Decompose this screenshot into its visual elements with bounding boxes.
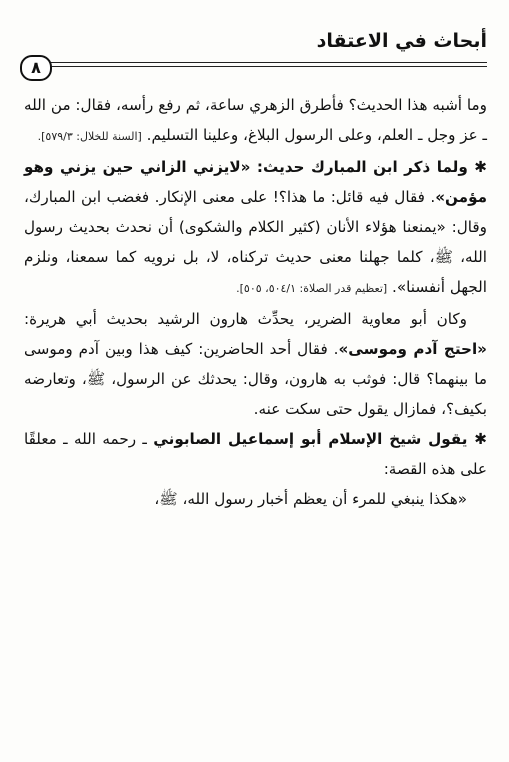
text-run: ولما ذكر ابن المبارك حديث: «لايزني الزاني حين يزني وهو مؤمن» [24,158,487,206]
paragraph [24,152,487,304]
paragraph [24,90,487,152]
text-run: يقول شيخ الإسلام أبو إسماعيل الصابوني [153,430,468,448]
text-run: وما أشبه هذا الحديث؟ فأطرق الزهري ساعة، ثم رفع رأسه، فقال: من الله ـ عز وجل ـ العلم، وعلى الرسول البلاغ، وعلينا التسليم. [24,96,487,144]
citation: [السنة للخلال: ٥٧٩/٣]. [37,130,142,143]
star-marker: ✱ [467,430,488,448]
text-run: . فقال فيه قائل: ما هذا؟! على معنى الإنكار. فغضب ابن المبارك، وقال: «يمنعنا هؤلاء الأنان (كثير الكلام والشكوى) أن نحدث بحديث رسول الله، ﷺ، كلما جهلنا معنى حديث تركناه، لا، بل نرويه كما سمعنا، ونلزم الجهل أنفسنا». [24,188,487,296]
running-header-title: أبحاث في الاعتقاد [316,30,487,52]
paragraph [24,304,487,424]
paragraph [24,424,487,484]
text-run: وكان أبو معاوية الضرير، يحدِّث هارون الرشيد بحديث أبي هريرة: [24,310,467,328]
text-run: «هكذا ينبغي للمرء أن يعظم أخبار رسول الله، ﷺ، [154,490,467,508]
page-number-badge: ٨ [20,55,52,81]
header-rule [48,62,487,67]
text-run: . فقال أحد الحاضرين: كيف هذا وبين آدم وموسى ما بينهما؟ قال: فوثب به هارون، وقال: يحدثك عن الرسول، ﷺ، وتعارضه بكيف؟، فمازال يقول حتى سكت عنه. [24,340,487,418]
star-marker: ✱ [467,158,487,176]
page-body-text [24,90,487,514]
text-run: ـ رحمه الله ـ معلقًا على هذه القصة: [24,430,487,478]
paragraph [24,484,487,514]
text-run: «احتج آدم وموسى» [338,340,487,358]
citation: [تعظيم قدر الصلاة: ٥٠٤/١، ٥٠٥]. [236,282,388,295]
